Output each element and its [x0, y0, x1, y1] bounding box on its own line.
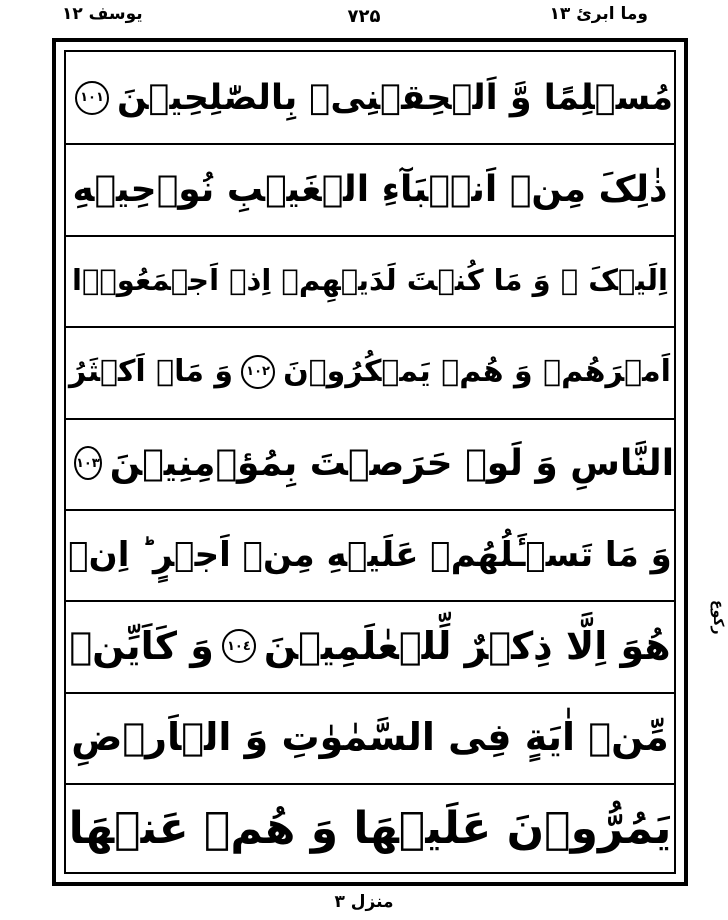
verse-text-continued: وَ مَاۤ اَکۡثَرُ: [69, 354, 234, 390]
verse-line: [66, 783, 674, 874]
verse-line: [66, 143, 674, 234]
verse-text: مُسۡلِمًا وَّ اَلۡحِقۡنِیۡ بِالصّٰلِحِیۡنَ: [117, 77, 673, 118]
verse-line: [66, 326, 674, 417]
verse-text: یَمُرُّوۡنَ عَلَیۡهَا وَ هُمۡ عَنۡهَا: [68, 803, 672, 855]
ayah-number-marker: ١٠٣: [74, 446, 102, 480]
verse-line: [66, 52, 674, 143]
manzil-footer: منزل ٣: [334, 892, 394, 912]
verse-text: اَمۡرَهُمۡ وَ هُمۡ یَمۡکُرُوۡنَ: [283, 354, 671, 390]
verse-line: [66, 418, 674, 509]
verse-text: هُوَ اِلَّا ذِکۡرٌ لِّلۡعٰلَمِیۡنَ: [263, 624, 671, 669]
ruku-margin-note: ركوع: [710, 600, 726, 635]
verse-line: [66, 235, 674, 326]
verse-text-continued: وَ کَاَیِّنۡ: [69, 624, 214, 669]
verse-line: [66, 509, 674, 600]
verse-text: ذٰلِکَ مِنۡ اَنۡۢبَآءِ الۡغَیۡبِ نُوۡحِیۡهِ: [72, 168, 668, 210]
verse-text: النَّاسِ وَ لَوۡ حَرَصۡتَ بِمُؤۡمِنِیۡنَ: [109, 442, 674, 484]
surah-name-header: يوسف ١٢: [62, 4, 143, 24]
ayah-number-marker: ١٠١: [75, 81, 109, 115]
verse-line: [66, 600, 674, 691]
page-number: ٧٢۵: [347, 6, 381, 27]
ayah-number-marker: ١٠٤: [222, 629, 256, 663]
juz-name-header: وما ابرئ ١٣: [549, 4, 648, 24]
verse-line: [66, 692, 674, 783]
verse-text: مِّنۡ اٰیَةٍ فِی السَّمٰوٰتِ وَ الۡاَرۡضِ: [71, 715, 669, 760]
verse-text: وَ مَا تَسۡـَٔلُهُمۡ عَلَیۡهِ مِنۡ اَجۡرٍ ؕ اِنۡ: [68, 534, 672, 575]
verse-text: اِلَیۡکَ ۚ وَ مَا کُنۡتَ لَدَیۡهِمۡ اِذۡ اَجۡمَعُوۡۤا: [72, 263, 668, 298]
ayah-number-marker: ١٠٢: [241, 355, 275, 389]
